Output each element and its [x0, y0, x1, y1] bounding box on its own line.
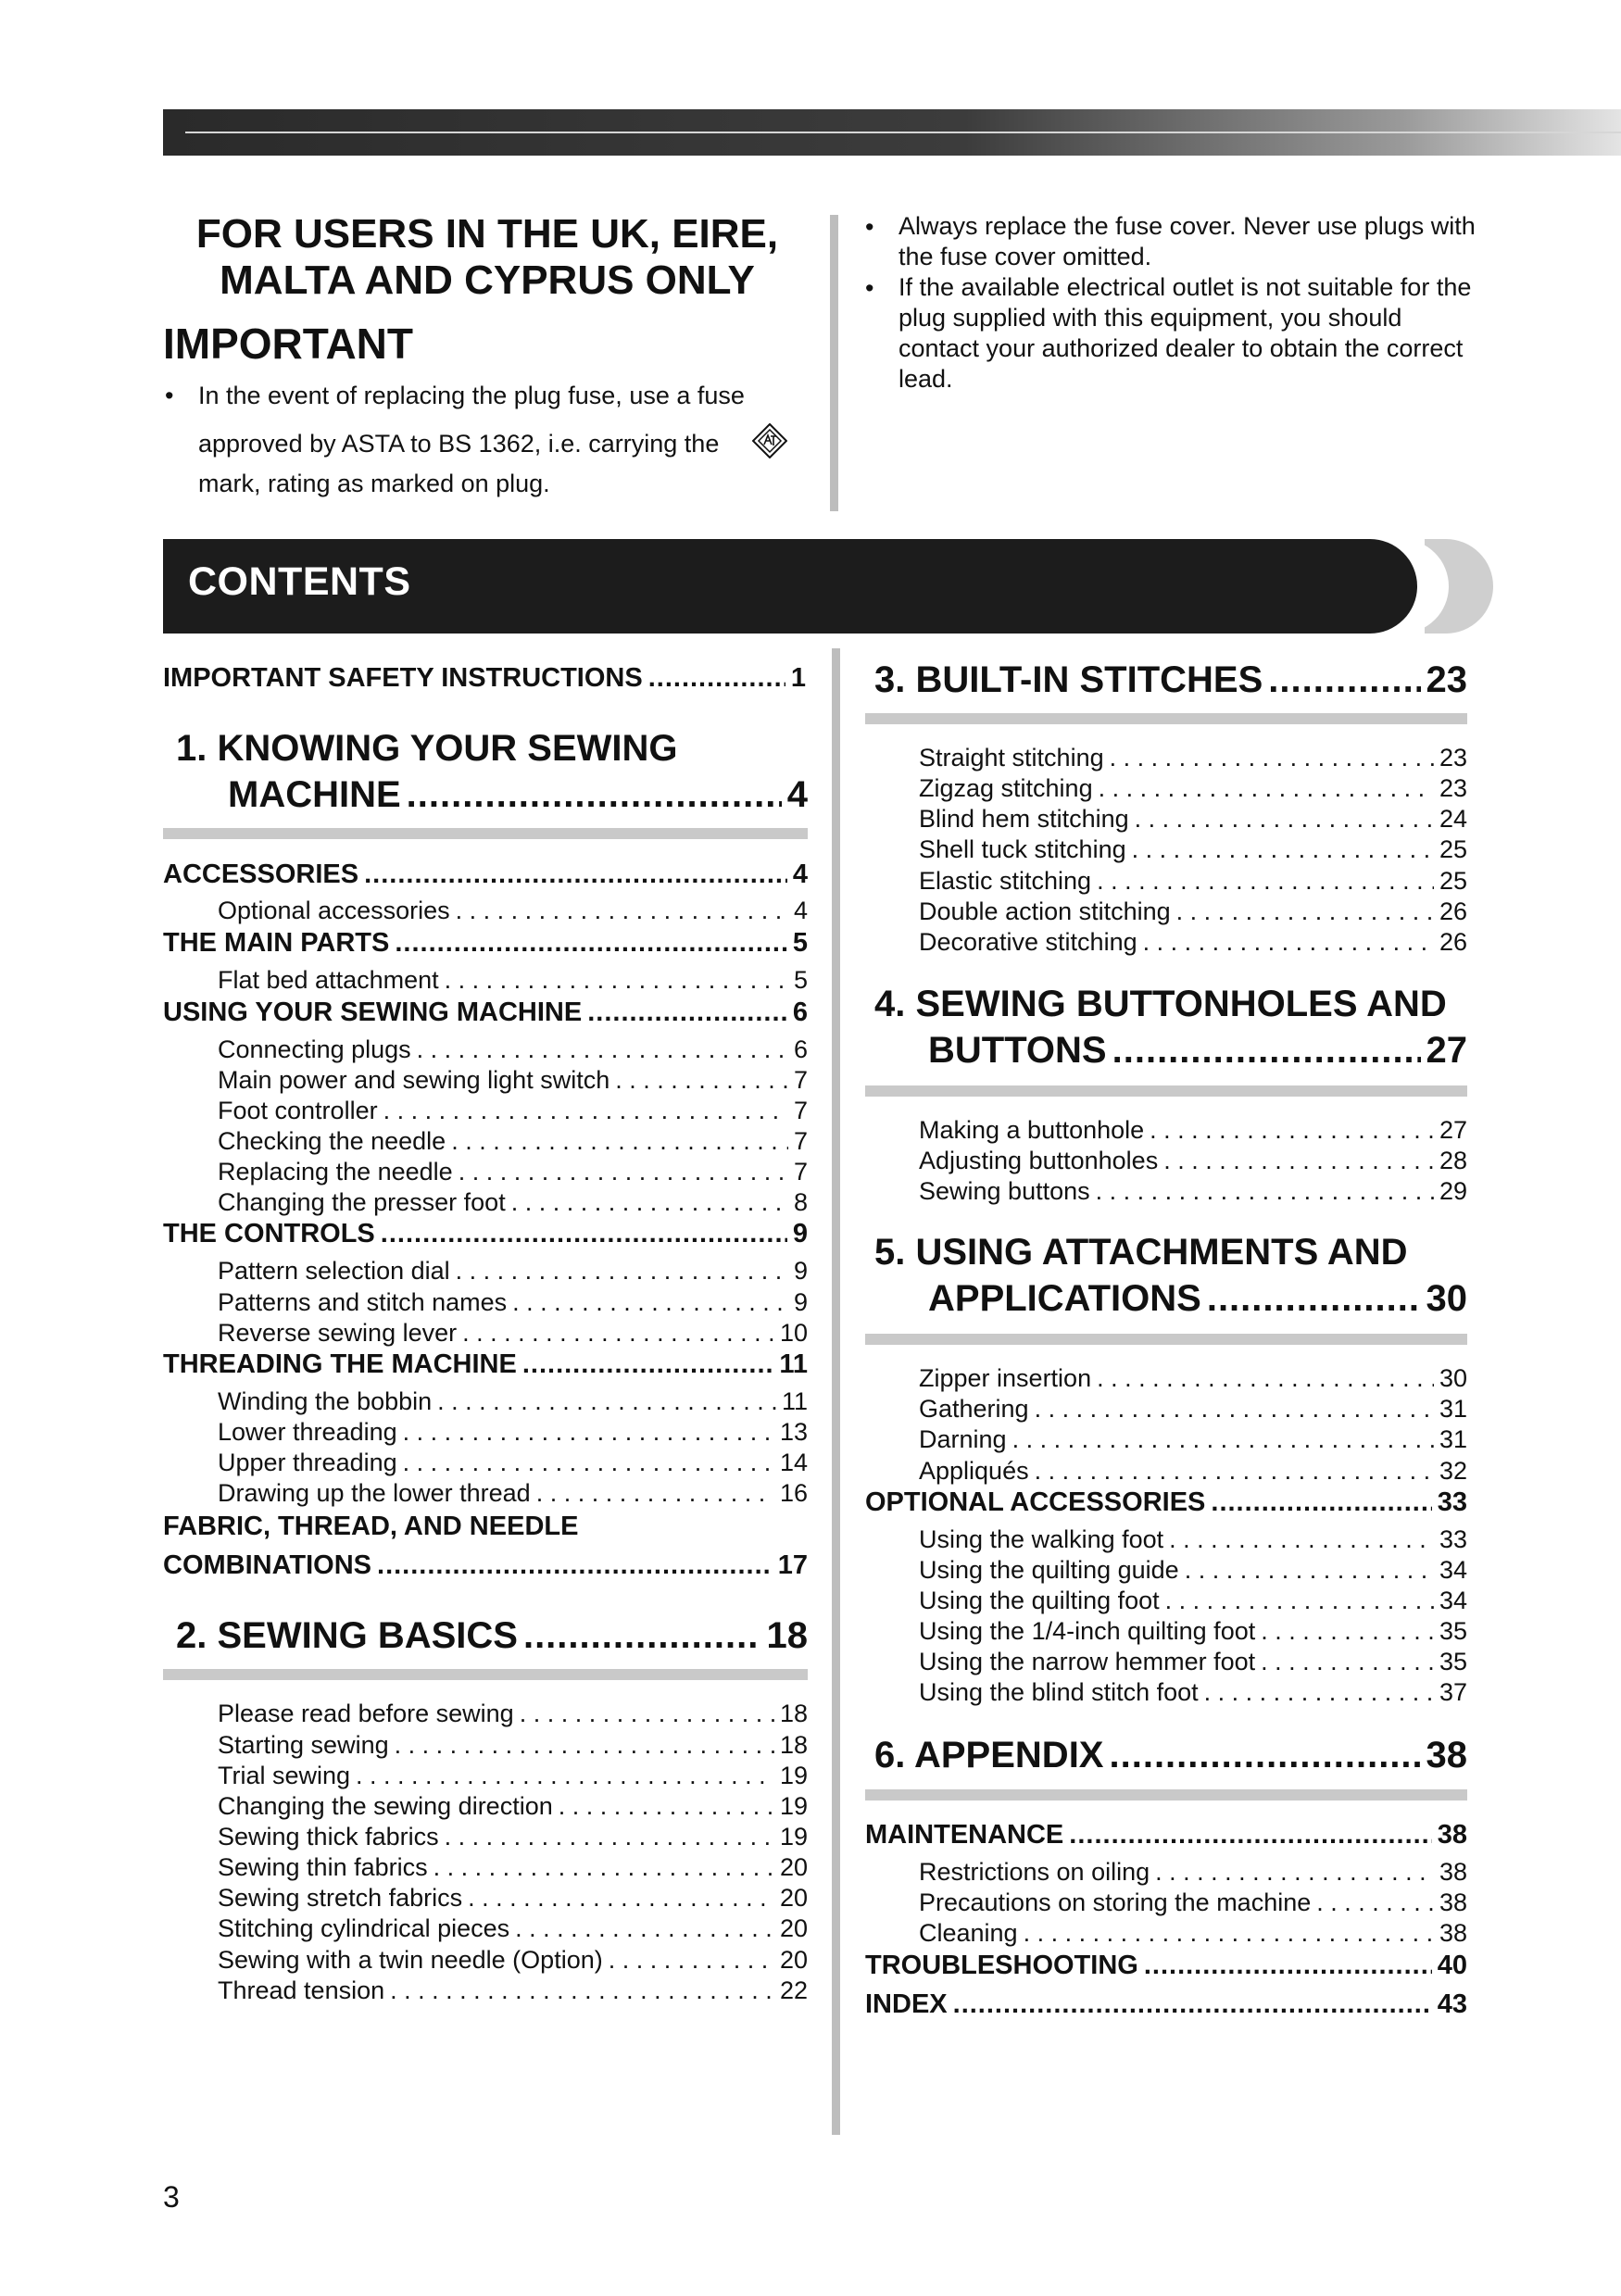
toc-entry-optional-accessories-right[interactable]: OPTIONAL ACCESSORIES ..... 33	[865, 1487, 1467, 1521]
toc-entry-fabric-combo[interactable]: COMBINATIONS ..... 17	[163, 1550, 808, 1584]
toc-entry-adjusting-buttonholes[interactable]: Adjusting buttonholes . . . 28	[919, 1147, 1467, 1177]
toc-entry-patterns-names[interactable]: Patterns and stitch names . . . 9	[218, 1288, 808, 1319]
toc-entry-straight[interactable]: Straight stitching . . . 23	[919, 744, 1467, 774]
uk-bullet-3: • If the available electrical outlet is not suitable for the plug supplied with this equipment, you should contact your authorized dealer to obtain the correct lead.	[865, 273, 1472, 393]
toc-entry-appliques[interactable]: Appliqués . . . 32	[919, 1457, 1467, 1487]
asta-mark-icon	[752, 423, 787, 458]
toc-entry-foot-controller[interactable]: Foot controller . . . 7	[218, 1097, 808, 1127]
toc-entry-starting-sewing[interactable]: Starting sewing . . . 18	[218, 1731, 808, 1762]
toc-entry-maintenance[interactable]: MAINTENANCE ..... 38	[865, 1820, 1467, 1853]
page-number: 3	[163, 2180, 180, 2214]
toc-entry-elastic[interactable]: Elastic stitching . . . 25	[919, 867, 1467, 897]
toc-entry-main-power[interactable]: Main power and sewing light switch . . . 7	[218, 1066, 808, 1097]
toc-entry-cylindrical[interactable]: Stitching cylindrical pieces . . . 20	[218, 1914, 808, 1945]
toc-entry-decorative[interactable]: Decorative stitching . . . 26	[919, 928, 1467, 959]
toc-entry-thick-fabrics[interactable]: Sewing thick fabrics . . . 19	[218, 1823, 808, 1853]
contents-title: CONTENTS	[188, 559, 411, 604]
chapter-5-rule	[865, 1334, 1467, 1345]
toc-entry-twin-needle[interactable]: Sewing with a twin needle (Option) . . . 20	[218, 1946, 808, 1976]
toc-entry-threading[interactable]: THREADING THE MACHINE ..... 11	[163, 1349, 808, 1383]
toc-entry-trial-sewing[interactable]: Trial sewing . . . 19	[218, 1762, 808, 1792]
toc-entry-thread-tension[interactable]: Thread tension . . . 22	[218, 1976, 808, 2007]
toc-entry-using-machine[interactable]: USING YOUR SEWING MACHINE ..... 6	[163, 997, 808, 1031]
toc-entry-optional-accessories[interactable]: Optional accessories . . . 4	[218, 897, 808, 927]
toc-entry-fabric-combo-line1[interactable]: FABRIC, THREAD, AND NEEDLE	[163, 1512, 579, 1541]
toc-entry-presser-foot[interactable]: Changing the presser foot . . . 8	[218, 1188, 808, 1219]
toc-entry-stretch-fabrics[interactable]: Sewing stretch fabrics . . . 20	[218, 1884, 808, 1914]
uk-bullet-1-line3: mark, rating as marked on plug.	[198, 470, 550, 497]
toc-chapter-1-line1[interactable]: 1. KNOWING YOUR SEWING	[176, 728, 678, 769]
chapter-4-rule	[865, 1085, 1467, 1097]
toc-entry-please-read[interactable]: Please read before sewing . . . 18	[218, 1700, 808, 1730]
chapter-3-rule	[865, 713, 1467, 724]
toc-entry-gathering[interactable]: Gathering . . . 31	[919, 1395, 1467, 1425]
toc-entry-quarter-inch-foot[interactable]: Using the 1/4-inch quilting foot . . . 35	[919, 1617, 1467, 1648]
toc-entry-upper-threading[interactable]: Upper threading . . . 14	[218, 1449, 808, 1479]
toc-entry-darning[interactable]: Darning . . . 31	[919, 1425, 1467, 1456]
chapter-1-rule	[163, 828, 808, 839]
toc-entry-drawing-lower-thread[interactable]: Drawing up the lower thread . . . 16	[218, 1479, 808, 1510]
toc-column-divider	[832, 648, 840, 2135]
uk-bullet-2: • Always replace the fuse cover. Never use plugs with the fuse cover omitted.	[865, 212, 1476, 270]
toc-entry-blind-stitch-foot[interactable]: Using the blind stitch foot . . . 37	[919, 1678, 1467, 1709]
toc-entry-narrow-hemmer[interactable]: Using the narrow hemmer foot . . . 35	[919, 1648, 1467, 1678]
chapter-2-rule	[163, 1669, 808, 1680]
toc-entry-walking-foot[interactable]: Using the walking foot . . . 33	[919, 1525, 1467, 1556]
toc-entry-zipper[interactable]: Zipper insertion . . . 30	[919, 1364, 1467, 1395]
toc-chapter-5[interactable]: APPLICATIONS ..... 30	[928, 1278, 1467, 1324]
toc-entry-replacing-needle[interactable]: Replacing the needle . . . 7	[218, 1158, 808, 1188]
toc-entry-shell-tuck[interactable]: Shell tuck stitching . . . 25	[919, 835, 1467, 866]
toc-entry-reverse-lever[interactable]: Reverse sewing lever . . . 10	[218, 1319, 808, 1349]
toc-entry-connecting-plugs[interactable]: Connecting plugs . . . 6	[218, 1035, 808, 1066]
toc-chapter-5-line1[interactable]: 5. USING ATTACHMENTS AND	[874, 1232, 1408, 1273]
chapter-6-rule	[865, 1789, 1467, 1800]
toc-entry-thin-fabrics[interactable]: Sewing thin fabrics . . . 20	[218, 1853, 808, 1884]
toc-entry-controls[interactable]: THE CONTROLS ..... 9	[163, 1219, 808, 1252]
toc-entry-quilting-guide[interactable]: Using the quilting guide . . . 34	[919, 1556, 1467, 1587]
toc-entry-main-parts[interactable]: THE MAIN PARTS ..... 5	[163, 928, 808, 961]
toc-entry-double-action[interactable]: Double action stitching . . . 26	[919, 897, 1467, 928]
toc-entry-index[interactable]: INDEX ..... 43	[865, 1989, 1467, 2023]
uk-bullet-1: • In the event of replacing the plug fuse, use a fuse	[165, 382, 745, 409]
toc-chapter-6[interactable]: 6. APPENDIX ..... 38	[874, 1735, 1467, 1781]
header-rule	[185, 132, 1621, 133]
toc-chapter-4[interactable]: BUTTONS ..... 27	[928, 1030, 1467, 1076]
toc-chapter-3[interactable]: 3. BUILT-IN STITCHES ..... 23	[874, 659, 1467, 706]
toc-entry-quilting-foot[interactable]: Using the quilting foot . . . 34	[919, 1587, 1467, 1617]
toc-entry-winding-bobbin[interactable]: Winding the bobbin . . . 11	[218, 1387, 808, 1418]
toc-entry-sewing-buttons[interactable]: Sewing buttons . . . 29	[919, 1177, 1467, 1208]
toc-entry-flat-bed[interactable]: Flat bed attachment . . . 5	[218, 966, 808, 997]
toc-entry-oiling[interactable]: Restrictions on oiling . . . 38	[919, 1858, 1467, 1888]
toc-entry-changing-direction[interactable]: Changing the sewing direction . . . 19	[218, 1792, 808, 1823]
toc-entry-pattern-dial[interactable]: Pattern selection dial . . . 9	[218, 1257, 808, 1287]
uk-bullet-1-line2: approved by ASTA to BS 1362, i.e. carrying the	[198, 430, 720, 458]
toc-entry-zigzag[interactable]: Zigzag stitching . . . 23	[919, 774, 1467, 805]
important-heading: IMPORTANT	[163, 320, 414, 368]
toc-entry-cleaning[interactable]: Cleaning . . . 38	[919, 1919, 1467, 1950]
toc-chapter-2[interactable]: 2. SEWING BASICS ..... 18	[176, 1615, 808, 1662]
toc-entry-blind-hem[interactable]: Blind hem stitching . . . 24	[919, 805, 1467, 835]
toc-entry-safety[interactable]: IMPORTANT SAFETY INSTRUCTIONS ..... 1	[163, 663, 806, 696]
uk-notice-title: FOR USERS IN THE UK, EIRE, MALTA AND CYPRUS ONLY	[195, 211, 779, 303]
toc-entry-checking-needle[interactable]: Checking the needle . . . 7	[218, 1127, 808, 1158]
toc-entry-accessories[interactable]: ACCESSORIES ..... 4	[163, 859, 808, 893]
toc-entry-storing[interactable]: Precautions on storing the machine . . . 38	[919, 1888, 1467, 1919]
toc-chapter-4-line1[interactable]: 4. SEWING BUTTONHOLES AND	[874, 984, 1447, 1024]
toc-entry-lower-threading[interactable]: Lower threading . . . 13	[218, 1418, 808, 1449]
notice-column-divider	[830, 215, 838, 511]
toc-entry-troubleshooting[interactable]: TROUBLESHOOTING ..... 40	[865, 1951, 1467, 1984]
toc-chapter-1[interactable]: MACHINE ..... 4	[228, 774, 808, 821]
toc-entry-making-buttonhole[interactable]: Making a buttonhole . . . 27	[919, 1116, 1467, 1147]
